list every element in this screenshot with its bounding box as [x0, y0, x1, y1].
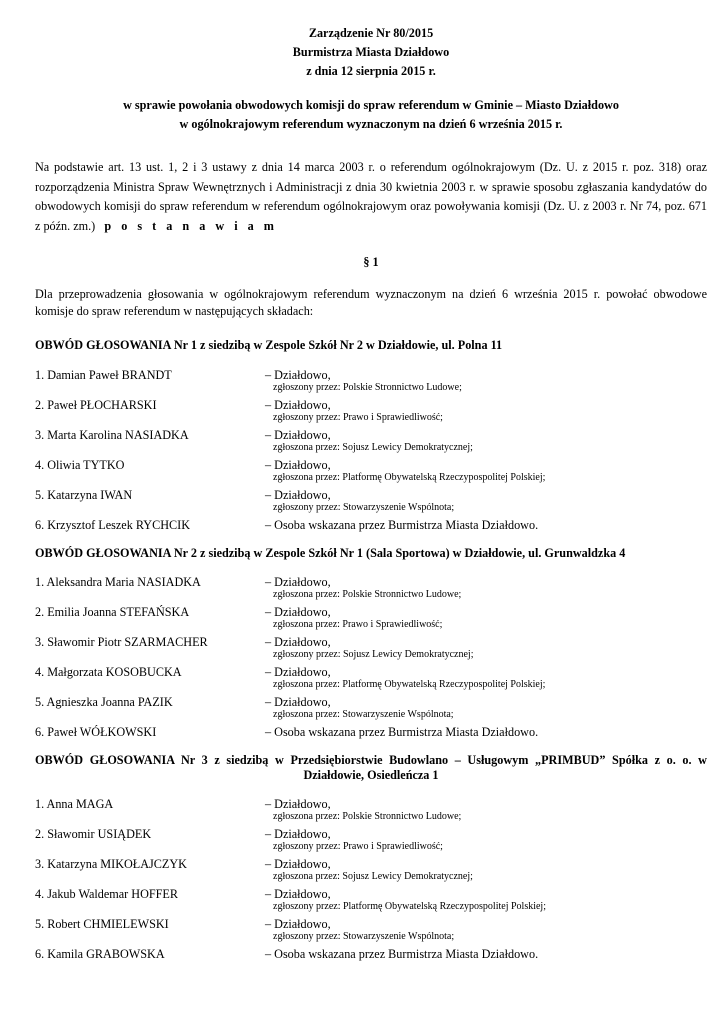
obwod-1-title: OBWÓD GŁOSOWANIA Nr 1 z siedzibą w Zespole Szkół Nr 2 w Działdowie, ul. Polna 11 — [35, 338, 503, 353]
document-page — [35, 26, 707, 963]
member-nominator: zgłoszony przez: Polskie Stronnictwo Ludowe; — [273, 381, 462, 393]
member-row — [35, 398, 707, 428]
member-row — [35, 857, 707, 887]
member-row — [35, 695, 707, 725]
member-nominator: zgłoszony przez: Stowarzyszenie Wspólnota; — [273, 501, 455, 513]
member-name: 1. Damian Paweł BRANDT — [35, 367, 172, 382]
member-name: 6. Paweł WÓŁKOWSKI — [35, 724, 157, 739]
document-header — [35, 26, 707, 83]
subject-line-1: w sprawie powołania obwodowych komisji do spraw referendum w Gminie – Miasto Działdowo — [123, 98, 619, 112]
obwod-3-title: OBWÓD GŁOSOWANIA Nr 3 z siedzibą w Przedsiębiorstwie Budowlano – Usługowym „PRIMBUD” Spółka z o. o. w Działdowie, Osiedleńcza 1 — [35, 752, 707, 782]
member-nominator: zgłoszony przez: Prawo i Sprawiedliwość; — [273, 411, 443, 423]
member-nominator: zgłoszona przez: Polskie Stronnictwo Ludowe; — [273, 810, 462, 822]
member-location: – Osoba wskazana przez Burmistrza Miasta Działdowo. — [265, 724, 539, 739]
member-name: 5. Agnieszka Joanna PAZIK — [35, 694, 173, 709]
member-name: 2. Paweł PŁOCHARSKI — [35, 397, 157, 412]
member-name: 4. Jakub Waldemar HOFFER — [35, 886, 178, 901]
member-location: – Działdowo, — [265, 367, 331, 382]
member-nominator: zgłoszona przez: Polskie Stronnictwo Ludowe; — [273, 588, 462, 600]
member-location: – Działdowo, — [265, 634, 331, 649]
member-nominator: zgłoszona przez: Platformę Obywatelską Rzeczypospolitej Polskiej; — [273, 471, 546, 483]
member-nominator: zgłoszona przez: Platformę Obywatelską Rzeczypospolitej Polskiej; — [273, 678, 546, 690]
paragraph-symbol: § 1 — [363, 255, 379, 269]
member-location: – Działdowo, — [265, 664, 331, 679]
decree-number: Zarządzenie Nr 80/2015 — [308, 26, 434, 40]
member-location: – Działdowo, — [265, 886, 331, 901]
legal-basis-text: Na podstawie art. 13 ust. 1, 2 i 3 ustawy z dnia 14 marca 2003 r. o referendum ogólnokrajowym (Dz. U. z 2015 r. poz. 318) oraz rozporządzenia Ministra Spraw Wewnętrznych i Administracji z dnia 30 kwietnia 2003 r. w sprawie sposobu zgłaszania kandydatów do obwodowych komisji do spraw referendum w referendum ogólnokrajowym oraz powoływania komisji (Dz. U. z 2003 r. Nr 74, poz. 671 z późn. zm.) — [35, 160, 707, 233]
issuer: Burmistrza Miasta Działdowo — [292, 45, 450, 59]
member-nominator: zgłoszona przez: Prawo i Sprawiedliwość; — [273, 618, 443, 630]
member-name: 5. Katarzyna IWAN — [35, 487, 133, 502]
member-row — [35, 665, 707, 695]
member-name: 3. Katarzyna MIKOŁAJCZYK — [35, 856, 187, 871]
member-location: – Działdowo, — [265, 427, 331, 442]
member-location: – Działdowo, — [265, 487, 331, 502]
member-location: – Działdowo, — [265, 916, 331, 931]
decree-date: z dnia 12 sierpnia 2015 r. — [306, 64, 436, 78]
member-row — [35, 458, 707, 488]
legal-basis — [35, 158, 707, 236]
member-name: 2. Sławomir USIĄDEK — [35, 826, 152, 841]
member-location: – Działdowo, — [265, 604, 331, 619]
member-row — [35, 428, 707, 458]
member-row — [35, 575, 707, 605]
obwod-2-title: OBWÓD GŁOSOWANIA Nr 2 z siedzibą w Zespole Szkół Nr 1 (Sala Sportowa) w Działdowie, ul. Grunwaldzka 4 — [35, 545, 626, 560]
obwod-2-members — [35, 575, 707, 741]
member-location: – Działdowo, — [265, 796, 331, 811]
member-nominator: zgłoszona przez: Sojusz Lewicy Demokratycznej; — [273, 870, 473, 882]
member-row — [35, 518, 707, 534]
member-row — [35, 887, 707, 917]
member-location: – Działdowo, — [265, 826, 331, 841]
member-row — [35, 368, 707, 398]
member-nominator: zgłoszona przez: Stowarzyszenie Wspólnota; — [273, 708, 454, 720]
member-location: – Osoba wskazana przez Burmistrza Miasta Działdowo. — [265, 946, 539, 961]
member-row — [35, 488, 707, 518]
member-name: 4. Małgorzata KOSOBUCKA — [35, 664, 182, 679]
member-nominator: zgłoszony przez: Stowarzyszenie Wspólnota; — [273, 930, 455, 942]
decree-subject — [35, 98, 707, 136]
member-name: 6. Kamila GRABOWSKA — [35, 946, 165, 961]
member-location: – Działdowo, — [265, 856, 331, 871]
member-row — [35, 827, 707, 857]
obwod-1-members — [35, 368, 707, 534]
member-nominator: zgłoszona przez: Sojusz Lewicy Demokratycznej; — [273, 441, 473, 453]
member-row — [35, 605, 707, 635]
member-name: 4. Oliwia TYTKO — [35, 457, 125, 472]
member-location: – Działdowo, — [265, 574, 331, 589]
member-row — [35, 947, 707, 963]
member-row — [35, 917, 707, 947]
postanawiam: p o s t a n a w i a m — [104, 218, 278, 233]
member-name: 6. Krzysztof Leszek RYCHCIK — [35, 517, 191, 532]
member-name: 3. Sławomir Piotr SZARMACHER — [35, 634, 208, 649]
member-location: – Działdowo, — [265, 694, 331, 709]
member-location: – Działdowo, — [265, 457, 331, 472]
member-name: 5. Robert CHMIELEWSKI — [35, 916, 169, 931]
member-name: 1. Anna MAGA — [35, 796, 114, 811]
member-location: – Osoba wskazana przez Burmistrza Miasta Działdowo. — [265, 517, 539, 532]
member-name: 1. Aleksandra Maria NASIADKA — [35, 574, 201, 589]
member-nominator: zgłoszony przez: Prawo i Sprawiedliwość; — [273, 840, 443, 852]
member-row — [35, 725, 707, 741]
member-nominator: zgłoszony przez: Platformę Obywatelską Rzeczypospolitej Polskiej; — [273, 900, 546, 912]
obwod-3-members — [35, 797, 707, 963]
member-row — [35, 635, 707, 665]
member-nominator: zgłoszony przez: Sojusz Lewicy Demokratycznej; — [273, 648, 474, 660]
member-row — [35, 797, 707, 827]
member-location: – Działdowo, — [265, 397, 331, 412]
member-name: 2. Emilia Joanna STEFAŃSKA — [35, 604, 190, 619]
subject-line-2: w ogólnokrajowym referendum wyznaczonym na dzień 6 września 2015 r. — [179, 117, 563, 131]
declaration: Dla przeprowadzenia głosowania w ogólnokrajowym referendum wyznaczonym na dzień 6 września 2015 r. powołać obwodowe komisje do spraw referendum w następujących składach: — [35, 287, 707, 319]
member-name: 3. Marta Karolina NASIADKA — [35, 427, 189, 442]
